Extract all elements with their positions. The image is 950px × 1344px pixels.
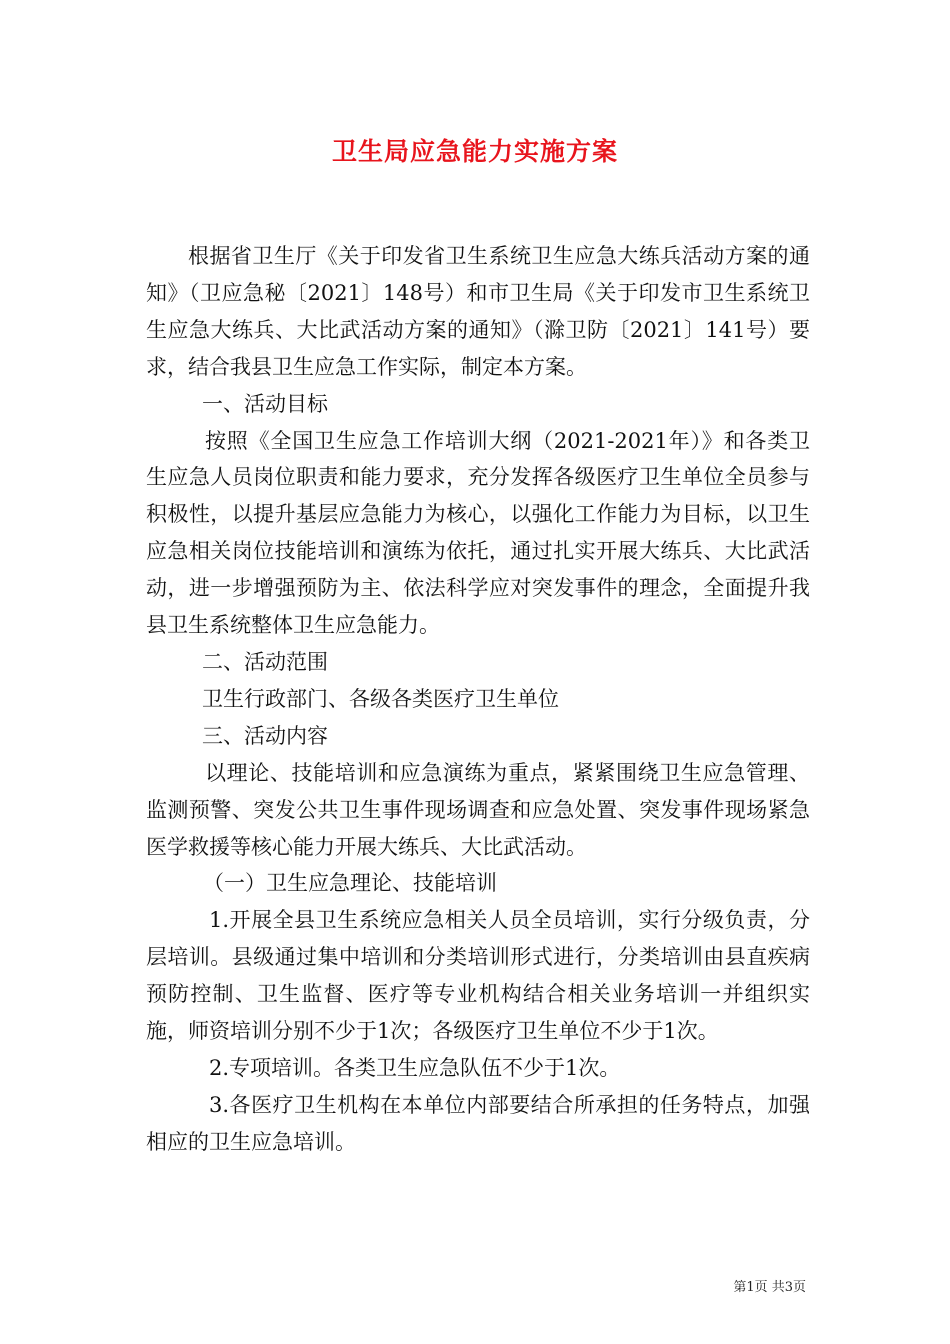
document-title: 卫生局应急能力实施方案 bbox=[331, 137, 618, 166]
intro-paragraph: 根据省卫生厅《关于印发省卫生系统卫生应急大练兵活动方案的通知》（卫应急秘〔2021〕148号）和市卫生局《关于印发市卫生系统卫生应急大练兵、大比武活动方案的通知》（滁卫防〔2021〕141号）要求，结合我县卫生应急工作实际，制定本方案。 bbox=[146, 244, 810, 379]
section-heading-content: 三、活动内容 bbox=[202, 723, 328, 748]
list-item-1: 1.开展全县卫生系统应急相关人员全员培训，实行分级负责，分层培训。县级通过集中培训和分类培训形式进行，分类培训由县直疾病预防控制、卫生监督、医疗等专业机构结合相关业务培训一并组织实施，师资培训分别不少于1次；各级医疗卫生单位不少于1次。 bbox=[146, 908, 810, 1044]
list-item-3: 3.各医疗卫生机构在本单位内部要结合所承担的任务特点，加强相应的卫生应急培训。 bbox=[146, 1092, 810, 1154]
section-heading-scope: 二、活动范围 bbox=[202, 649, 328, 674]
scope-paragraph: 卫生行政部门、各级各类医疗卫生单位 bbox=[202, 686, 559, 711]
subsection-heading-training: （一）卫生应急理论、技能培训 bbox=[203, 871, 497, 896]
document-body bbox=[146, 238, 810, 1161]
content-paragraph: 以理论、技能培训和应急演练为重点，紧紧围绕卫生应急管理、监测预警、突发公共卫生事件现场调查和应急处置、突发事件现场紧急医学救援等核心能力开展大练兵、大比武活动。 bbox=[146, 760, 810, 859]
goal-paragraph: 按照《全国卫生应急工作培训大纲（2021-2021年）》和各类卫生应急人员岗位职责和能力要求，充分发挥各级医疗卫生单位全员参与积极性，以提升基层应急能力为核心，以强化工作能力为目标，以卫生应急相关岗位技能培训和演练为依托，通过扎实开展大练兵、大比武活动，进一步增强预防为主、依法科学应对突发事件的理念，全面提升我县卫生系统整体卫生应急能力。 bbox=[146, 428, 810, 638]
list-item-2: 2.专项培训。各类卫生应急队伍不少于1次。 bbox=[209, 1055, 621, 1080]
page-number: 第1页 共3页 bbox=[733, 1280, 806, 1295]
section-heading-goal: 一、活动目标 bbox=[202, 391, 328, 416]
